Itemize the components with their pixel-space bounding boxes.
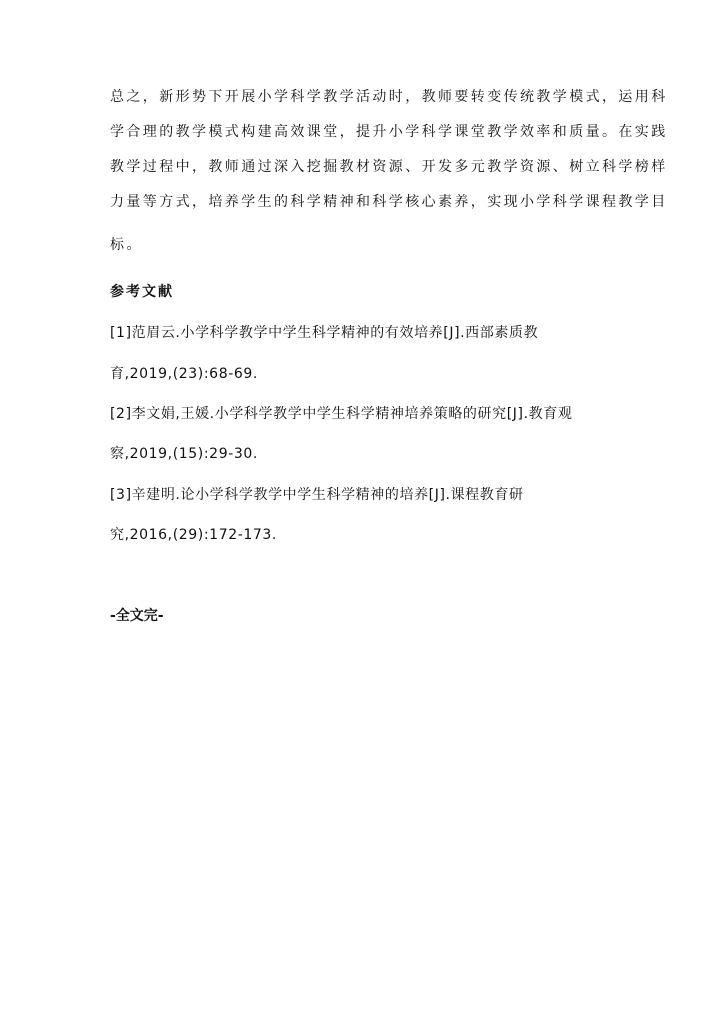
- reference-3-line-2: 究,2016,(29):172-173.: [110, 527, 277, 543]
- conclusion-line-2: 学合理的教学模式构建高效课堂，提升小学科学课堂教学效率和质量。在实践: [110, 124, 668, 140]
- conclusion-line-5: 标。: [110, 237, 143, 253]
- reference-2-line-2: 察,2019,(15):29-30.: [110, 446, 258, 462]
- reference-2-line-1: [2]李文娟,王媛.小学科学教学中学生科学精神培养策略的研究[J].教育观: [110, 406, 573, 422]
- reference-1-line-1: [1]范眉云.小学科学教学中学生科学精神的有效培养[J].西部素质教: [110, 325, 539, 341]
- conclusion-line-3: 教学过程中，教师通过深入挖掘教材资源、开发多元教学资源、树立科学榜样: [110, 159, 668, 175]
- conclusion-line-4: 力量等方式，培养学生的科学精神和科学核心素养，实现小学科学课程教学目: [110, 194, 668, 210]
- references-heading: 参考文献: [110, 284, 174, 300]
- end-of-document-mark: -全文完-: [110, 608, 164, 624]
- reference-3-line-1: [3]辛建明.论小学科学教学中学生科学精神的培养[J].课程教育研: [110, 487, 524, 503]
- reference-1-line-2: 育,2019,(23):68-69.: [110, 366, 258, 382]
- conclusion-line-1: 总之，新形势下开展小学科学教学活动时，教师要转变传统教学模式，运用科: [110, 89, 668, 105]
